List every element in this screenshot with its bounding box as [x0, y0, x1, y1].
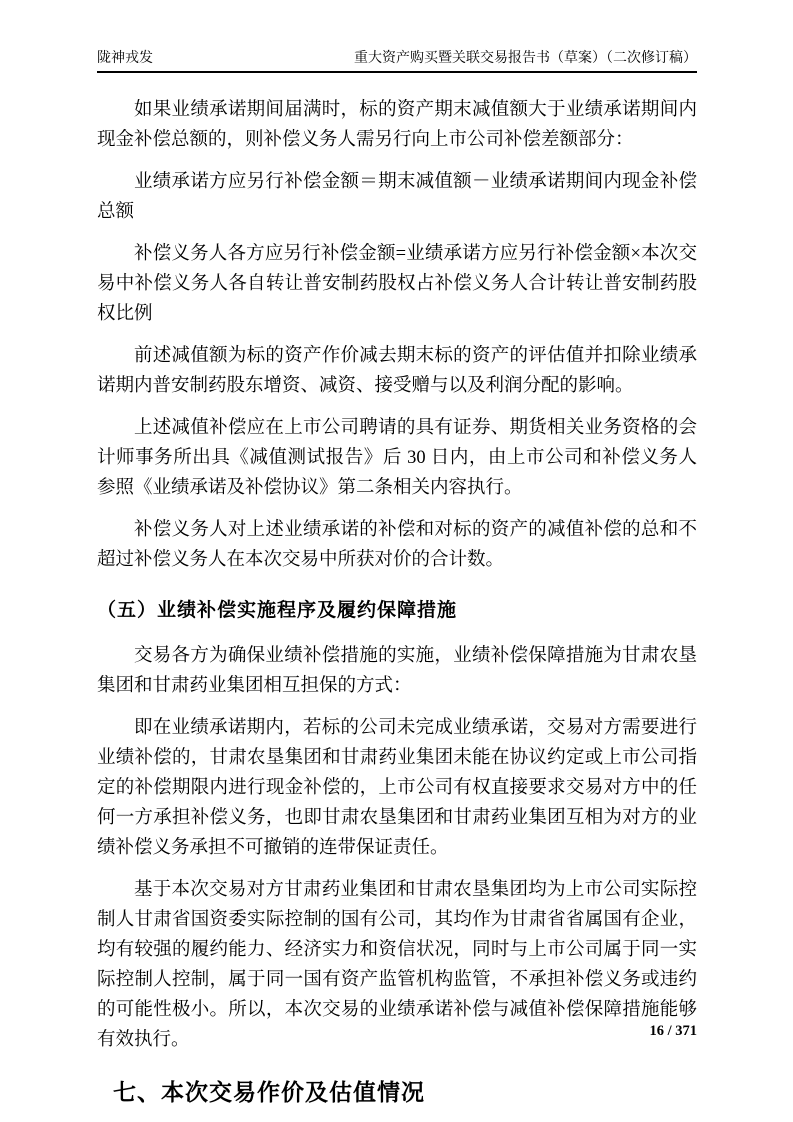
paragraph-impairment-execution: 上述减值补偿应在上市公司聘请的具有证券、期货相关业务资格的会计师事务所出具《减值测试报告》后 30 日内，由上市公司和补偿义务人参照《业绩承诺及补偿协议》第二条相关内容执行。	[97, 418, 697, 498]
heading-section-seven: 七、本次交易作价及估值情况	[113, 1079, 425, 1105]
page-header	[97, 50, 697, 73]
paragraph-guarantee-basis: 基于本次交易对方甘肃药业集团和甘肃农垦集团均为上市公司实际控制人甘肃省国资委实际控制的国有公司，其均作为甘肃省省属国有企业，均有较强的履约能力、经济实力和资信状况，同时与上市公司属于同一实际控制人控制，属于同一国有资产监管机构监管，不承担补偿义务或违约的可能性极小。所以，本次交易的业绩承诺补偿与减值补偿保障措施能够有效执行。	[97, 880, 697, 1050]
header-report-title: 重大资产购买暨关联交易报告书（草案）（二次修订稿）	[354, 51, 697, 66]
document-body	[97, 95, 697, 1109]
paragraph-guarantee-detail: 即在业绩承诺期内，若标的公司未完成业绩承诺，交易对方需要进行业绩补偿的，甘肃农垦集团和甘肃药业集团未能在协议约定或上市公司指定的补偿期限内进行现金补偿的，上市公司有权直接要求交易对方中的任何一方承担补偿义务，也即甘肃农垦集团和甘肃药业集团互相为对方的业绩补偿义务承担不可撤销的连带保证责任。	[97, 718, 697, 858]
header-company-short-name: 陇神戎发	[97, 51, 153, 66]
paragraph-compensation-cap: 补偿义务人对上述业绩承诺的补偿和对标的资产的减值补偿的总和不超过补偿义务人在本次交易中所获对价的合计数。	[97, 520, 697, 570]
paragraph-guarantee-intro: 交易各方为确保业绩补偿措施的实施，业绩补偿保障措施为甘肃农垦集团和甘肃药业集团相互担保的方式：	[97, 646, 697, 696]
heading-section-five: （五）业绩补偿实施程序及履约保障措施	[97, 600, 458, 621]
paragraph-intro: 如果业绩承诺期间届满时，标的资产期末减值额大于业绩承诺期间内现金补偿总额的，则补偿义务人需另行向上市公司补偿差额部分：	[97, 100, 697, 150]
paragraph-formula-1: 业绩承诺方应另行补偿金额＝期末减值额－业绩承诺期间内现金补偿总额	[97, 172, 697, 222]
paragraph-impairment-definition: 前述减值额为标的资产作价减去期末标的资产的评估值并扣除业绩承诺期内普安制药股东增资、减资、接受赠与以及利润分配的影响。	[97, 346, 697, 396]
paragraph-formula-2: 补偿义务人各方应另行补偿金额=业绩承诺方应另行补偿金额×本次交易中补偿义务人各自转让普安制药股权占补偿义务人合计转让普安制药股权比例	[97, 244, 697, 324]
page-number: 16 / 371	[649, 1023, 697, 1039]
